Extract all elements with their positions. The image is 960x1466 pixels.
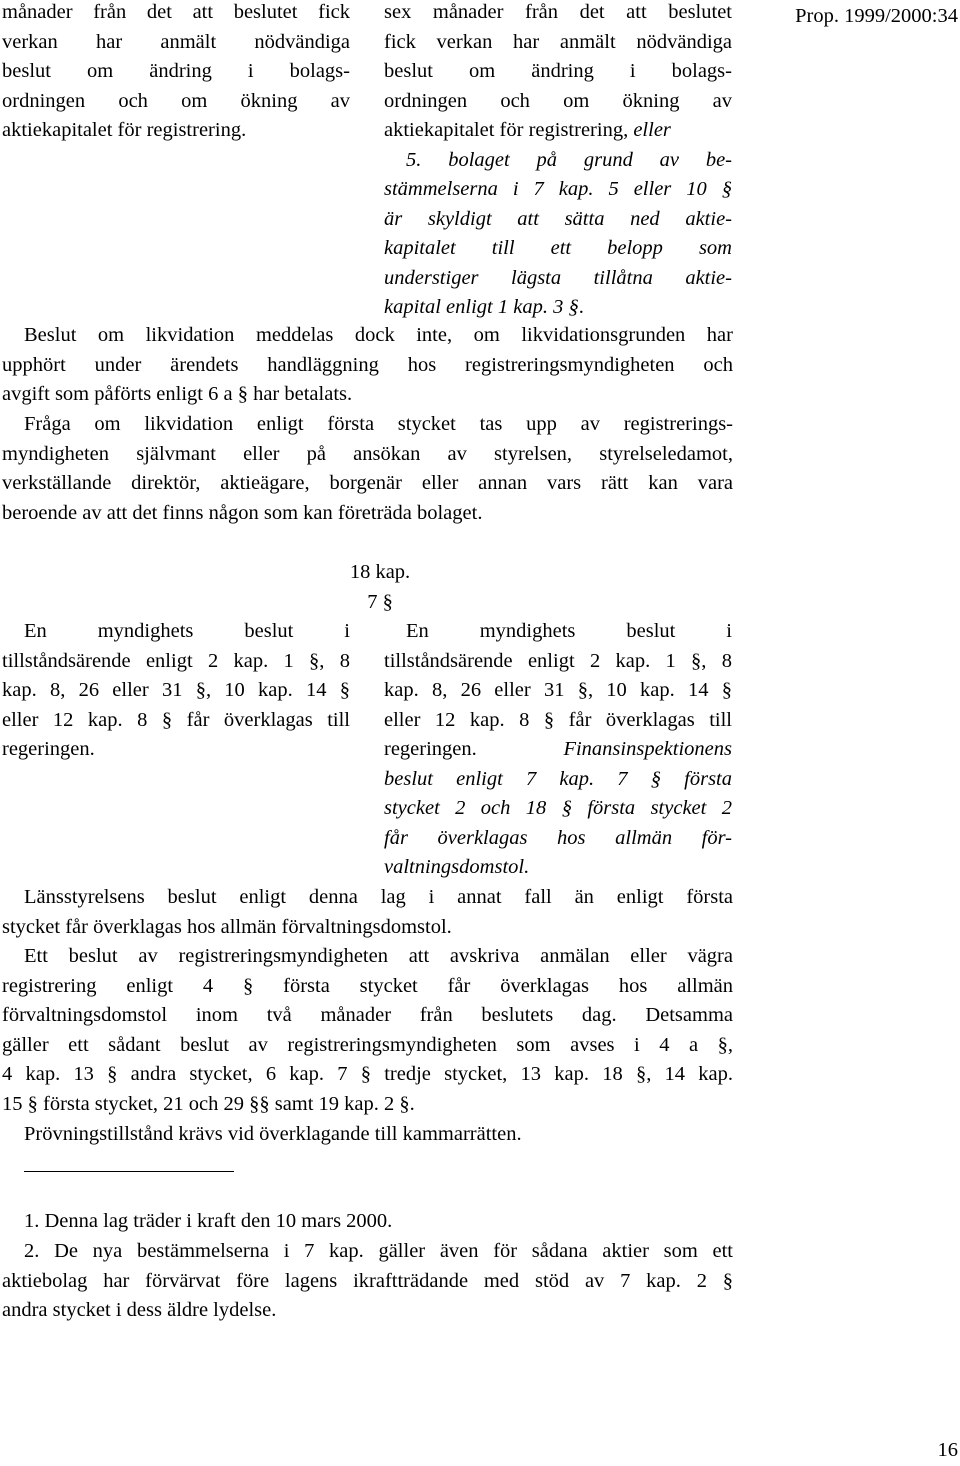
- italic-line: stycket 2 och 18 § första stycket 2: [384, 797, 732, 819]
- text-line: beroende av att det finns någon som kan företräda bolaget.: [2, 501, 483, 524]
- text-line: En myndighets beslut i: [406, 620, 732, 642]
- text-line: förvaltningsdomstol inom två månader från beslutets dag. Detsamma: [2, 1004, 733, 1026]
- prop-reference: Prop. 1999/2000:34: [795, 5, 958, 27]
- paragraph-lansstyrelsen: [2, 883, 733, 942]
- section-current-wording: [2, 617, 350, 765]
- italic-line: får överklagas hos allmän för-: [384, 826, 732, 849]
- paragraph-likvidation: [2, 321, 733, 410]
- italic-line: 5. bolaget på grund av be-: [406, 148, 732, 171]
- text-line: 4 kap. 13 § andra stycket, 6 kap. 7 § tredje stycket, 13 kap. 18 §, 14 kap.: [2, 1063, 733, 1085]
- text-span: regeringen.: [384, 738, 564, 760]
- text-line: ordningen och om ökning av: [2, 89, 350, 112]
- text-line: 1. Denna lag träder i kraft den 10 mars 2000.: [24, 1210, 393, 1232]
- current-wording-column: [2, 0, 350, 146]
- text-line: myndigheten självmant eller på ansökan av styrelsen, styrelseledamot,: [2, 442, 733, 465]
- text-line: En myndighets beslut i: [24, 620, 350, 642]
- paragraph-provningstillstand: [2, 1120, 733, 1150]
- paragraph-overklagande: [2, 942, 733, 1119]
- italic-span: Finansinspektionens: [563, 738, 732, 760]
- text-line: Fråga om likvidation enligt första stycket tas upp av registrerings-: [24, 413, 733, 435]
- text-line: ordningen och om ökning av: [384, 89, 732, 112]
- text-line: tillståndsärende enligt 2 kap. 1 §, 8: [2, 649, 350, 672]
- paragraph-fraga: [2, 410, 733, 528]
- text-line: [384, 735, 732, 765]
- text-line: Prövningstillstånd krävs vid överklagande till kammarrätten.: [24, 1123, 522, 1145]
- text-line: stycket får överklagas hos allmän förvaltningsdomstol.: [2, 915, 452, 938]
- text-line: aktiekapitalet för registrering.: [2, 119, 247, 141]
- italic-line: understiger lägsta tillåtna aktie-: [384, 266, 732, 289]
- italic-span: eller: [633, 119, 671, 141]
- text-line: eller 12 kap. 8 § får överklagas till: [2, 708, 350, 731]
- section-heading: 7 §: [367, 591, 393, 613]
- italic-line: är skyldigt att sätta ned aktie-: [384, 207, 732, 230]
- text-line: avgift som påförts enligt 6 a § har betalats.: [2, 383, 353, 405]
- text-line: 2. De nya bestämmelserna i 7 kap. gäller även för sådana aktier som ett: [24, 1240, 733, 1262]
- footnote-1: [2, 1207, 733, 1237]
- text-line: kap. 8, 26 eller 31 §, 10 kap. 14 §: [384, 679, 732, 701]
- text-line: regeringen.: [2, 738, 95, 760]
- text-line: upphört under ärendets handläggning hos registreringsmyndigheten och: [2, 353, 733, 376]
- text-line: andra stycket i dess äldre lydelse.: [2, 1299, 277, 1321]
- text-line: Beslut om likvidation meddelas dock inte, om likvidationsgrunden har: [24, 324, 733, 346]
- text-line: verkställande direktör, aktieägare, borgenär eller annan vars rätt kan vara: [2, 472, 733, 494]
- text-span: aktiekapitalet för registrering,: [384, 119, 634, 141]
- text-line: Länsstyrelsens beslut enligt denna lag i annat fall än enligt första: [24, 886, 733, 908]
- text-line: registrering enligt 4 § första stycket får överklagas hos allmän: [2, 974, 733, 997]
- footnote-2: [2, 1237, 733, 1326]
- italic-span: kapital enligt 1 kap. 3 §: [384, 296, 579, 318]
- text-line: sex månader från det att beslutet: [384, 1, 732, 23]
- text-line: fick verkan har anmält nödvändiga: [384, 30, 732, 53]
- text-line: månader från det att beslutet fick: [2, 1, 350, 23]
- italic-line: valtningsdomstol.: [384, 856, 530, 878]
- text-line: beslut om ändring i bolags-: [384, 60, 732, 82]
- text-line: eller 12 kap. 8 § får överklagas till: [384, 708, 732, 731]
- text-line: gäller ett sådant beslut av registreringsmyndigheten som avses i 4 a §,: [2, 1033, 733, 1056]
- italic-line: beslut enligt 7 kap. 7 § första: [384, 767, 732, 790]
- text-line: [384, 116, 732, 146]
- text-line: aktiebolag har förvärvat före lagens ikraftträdande med stöd av 7 kap. 2 §: [2, 1269, 733, 1292]
- text-line: Ett beslut av registreringsmyndigheten att avskriva anmälan eller vägra: [24, 945, 733, 967]
- text-span: .: [578, 296, 584, 318]
- text-line: beslut om ändring i bolags-: [2, 60, 350, 82]
- italic-line: kapitalet till ett belopp som: [384, 237, 732, 259]
- page-number: 16: [937, 1439, 958, 1461]
- chapter-heading: 18 kap.: [349, 561, 411, 583]
- text-line: [384, 293, 732, 323]
- italic-line: stämmelserna i 7 kap. 5 eller 10 §: [384, 178, 732, 200]
- footnote-divider: [24, 1171, 234, 1172]
- proposed-wording-column: [384, 0, 732, 323]
- new-point-5: [384, 146, 732, 176]
- text-line: kap. 8, 26 eller 31 §, 10 kap. 14 §: [2, 679, 350, 701]
- text-line: tillståndsärende enligt 2 kap. 1 §, 8: [384, 649, 732, 672]
- text-line: verkan har anmält nödvändiga: [2, 30, 350, 53]
- text-line: 15 § första stycket, 21 och 29 §§ samt 19 kap. 2 §.: [2, 1092, 415, 1115]
- section-proposed-wording: [384, 617, 732, 883]
